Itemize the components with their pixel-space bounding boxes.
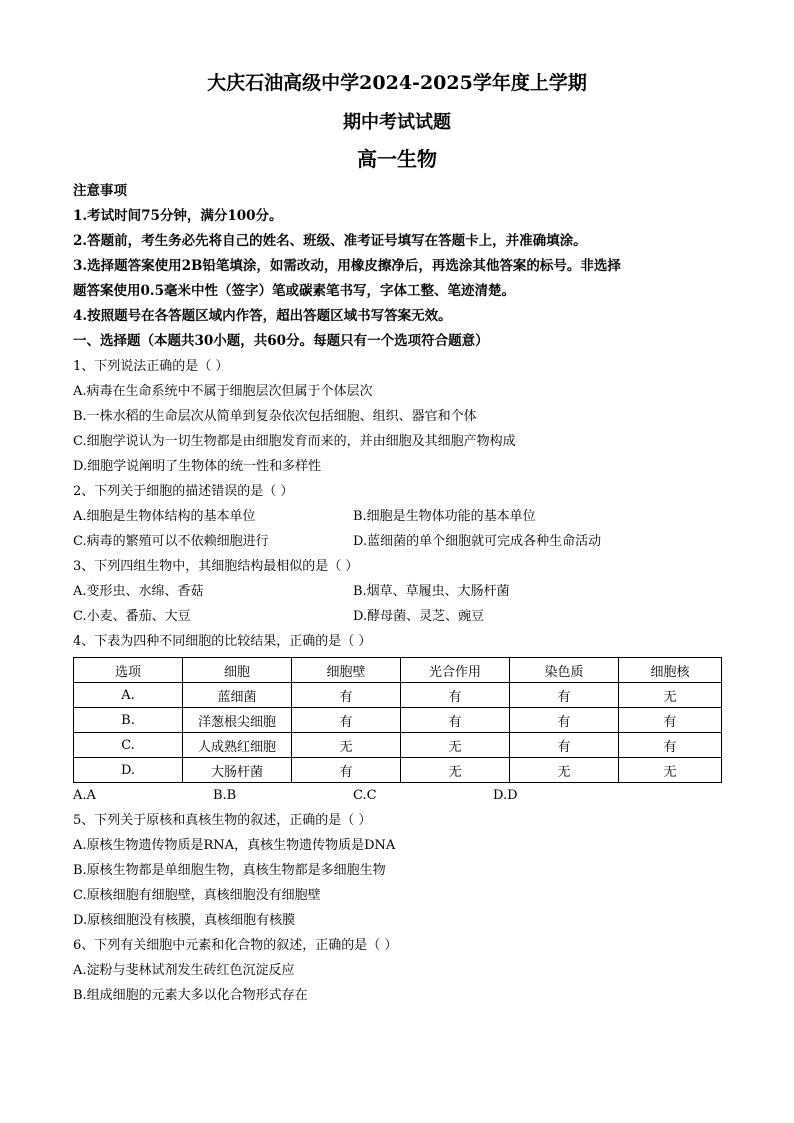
table-row [74,708,722,733]
table-cell: 无 [401,758,510,783]
table-cell: D. [74,758,183,783]
table-header-row [74,658,722,683]
option-b: B.原核生物都是单细胞生物，真核生物都是多细胞生物 [73,863,386,878]
table-cell: 蓝细菌 [183,683,292,708]
option-b: B.组成细胞的元素大多以化合物形式存在 [73,988,308,1003]
option-c: C.小麦、番茄、大豆 [73,609,191,624]
table-cell: 有 [619,733,722,758]
table-cell: 有 [619,708,722,733]
header-cell: 染色质 [510,658,619,683]
table-row [74,733,722,758]
option-row [73,604,721,629]
table-cell: 无 [401,733,510,758]
question-stem: 3、下列四组生物中，其细胞结构最相似的是（ ） [73,559,359,574]
table-cell: 有 [401,708,510,733]
header-cell: 细胞 [183,658,292,683]
cell-comparison-table [73,657,722,783]
note-item: 3.选择题答案使用2B铅笔填涂，如需改动，用橡皮擦净后，再选涂其他答案的标号。非选择 [73,258,621,274]
notes-section [73,179,721,354]
table-cell: 有 [510,733,619,758]
option-c: C.病毒的繁殖可以不依赖细胞进行 [73,534,269,549]
table-cell: B. [74,708,183,733]
option-d: D.酵母菌、灵芝、豌豆 [353,609,485,624]
option-d: D.原核细胞没有核膜，真核细胞有核膜 [73,913,296,928]
exam-type-title: 期中考试试题 [343,112,451,133]
table-cell: 有 [401,683,510,708]
option-c: C.C [353,788,377,803]
option-a: A.病毒在生命系统中不属于细胞层次但属于个体层次 [73,384,373,399]
option-row [73,504,721,529]
question-3 [73,554,721,629]
notes-heading: 注意事项 [73,183,127,199]
table-cell: 有 [510,708,619,733]
table-cell: 有 [292,683,401,708]
option-d: D.细胞学说阐明了生物体的统一性和多样性 [73,459,322,474]
table-row [74,758,722,783]
option-a: A.淀粉与斐林试剂发生砖红色沉淀反应 [73,963,295,978]
header-cell: 选项 [74,658,183,683]
table-cell: 洋葱根尖细胞 [183,708,292,733]
option-b: B.烟草、草履虫、大肠杆菌 [353,584,510,599]
subject-title: 高一生物 [357,147,437,171]
option-row [73,579,721,604]
table-cell: 无 [292,733,401,758]
question-stem: 1、下列说法正确的是（ ） [73,359,229,374]
question-stem: 6、下列有关细胞中元素和化合物的叙述，正确的是（ ） [73,938,398,953]
option-row [73,529,721,554]
table-row [74,683,722,708]
option-c: C.原核细胞有细胞壁，真核细胞没有细胞壁 [73,888,321,903]
question-2 [73,479,721,554]
option-b: B.B [213,788,237,803]
table-cell: C. [74,733,183,758]
note-item: 1.考试时间75分钟，满分100分。 [73,208,283,224]
table-cell: 有 [292,708,401,733]
option-a: A.变形虫、水绵、香菇 [73,584,204,599]
question-6 [73,933,721,1008]
note-item: 4.按照题号在各答题区域内作答，超出答题区域书写答案无效。 [73,308,452,324]
option-b: B.一株水稻的生命层次从简单到复杂依次包括细胞、组织、器官和个体 [73,409,477,424]
question-4 [73,629,721,808]
option-row [73,783,721,808]
option-a: A.A [73,788,96,803]
exam-school-title: 大庆石油高级中学2024-2025学年度上学期 [207,72,587,94]
question-5 [73,808,721,933]
section-heading: 一、选择题（本题共30小题，共60分。每题只有一个选项符合题意） [73,333,489,349]
table-cell: 无 [619,683,722,708]
option-a: A.原核生物遗传物质是RNA，真核生物遗传物质是DNA [73,838,396,853]
table-cell: 有 [292,758,401,783]
option-d: D.D [493,788,518,803]
question-stem: 2、下列关于细胞的描述错误的是（ ） [73,484,294,499]
note-item: 题答案使用0.5毫米中性（签字）笔或碳素笔书写，字体工整、笔迹清楚。 [73,283,515,299]
table-cell: A. [74,683,183,708]
option-c: C.细胞学说认为一切生物都是由细胞发育而来的，并由细胞及其细胞产物构成 [73,434,516,449]
header-cell: 细胞核 [619,658,722,683]
table-cell: 有 [510,683,619,708]
header-cell: 细胞壁 [292,658,401,683]
option-a: A.细胞是生物体结构的基本单位 [73,509,256,524]
table-cell: 人成熟红细胞 [183,733,292,758]
question-1 [73,354,721,479]
question-stem: 5、下列关于原核和真核生物的叙述，正确的是（ ） [73,813,372,828]
question-stem: 4、下表为四种不同细胞的比较结果，正确的是（ ） [73,634,372,649]
table-cell: 大肠杆菌 [183,758,292,783]
option-b: B.细胞是生物体功能的基本单位 [353,509,536,524]
header-cell: 光合作用 [401,658,510,683]
table-cell: 无 [510,758,619,783]
exam-page [73,70,721,1008]
note-item: 2.答题前，考生务必先将自己的姓名、班级、准考证号填写在答题卡上，并准确填涂。 [73,233,587,249]
table-cell: 无 [619,758,722,783]
option-d: D.蓝细菌的单个细胞就可完成各种生命活动 [353,534,602,549]
